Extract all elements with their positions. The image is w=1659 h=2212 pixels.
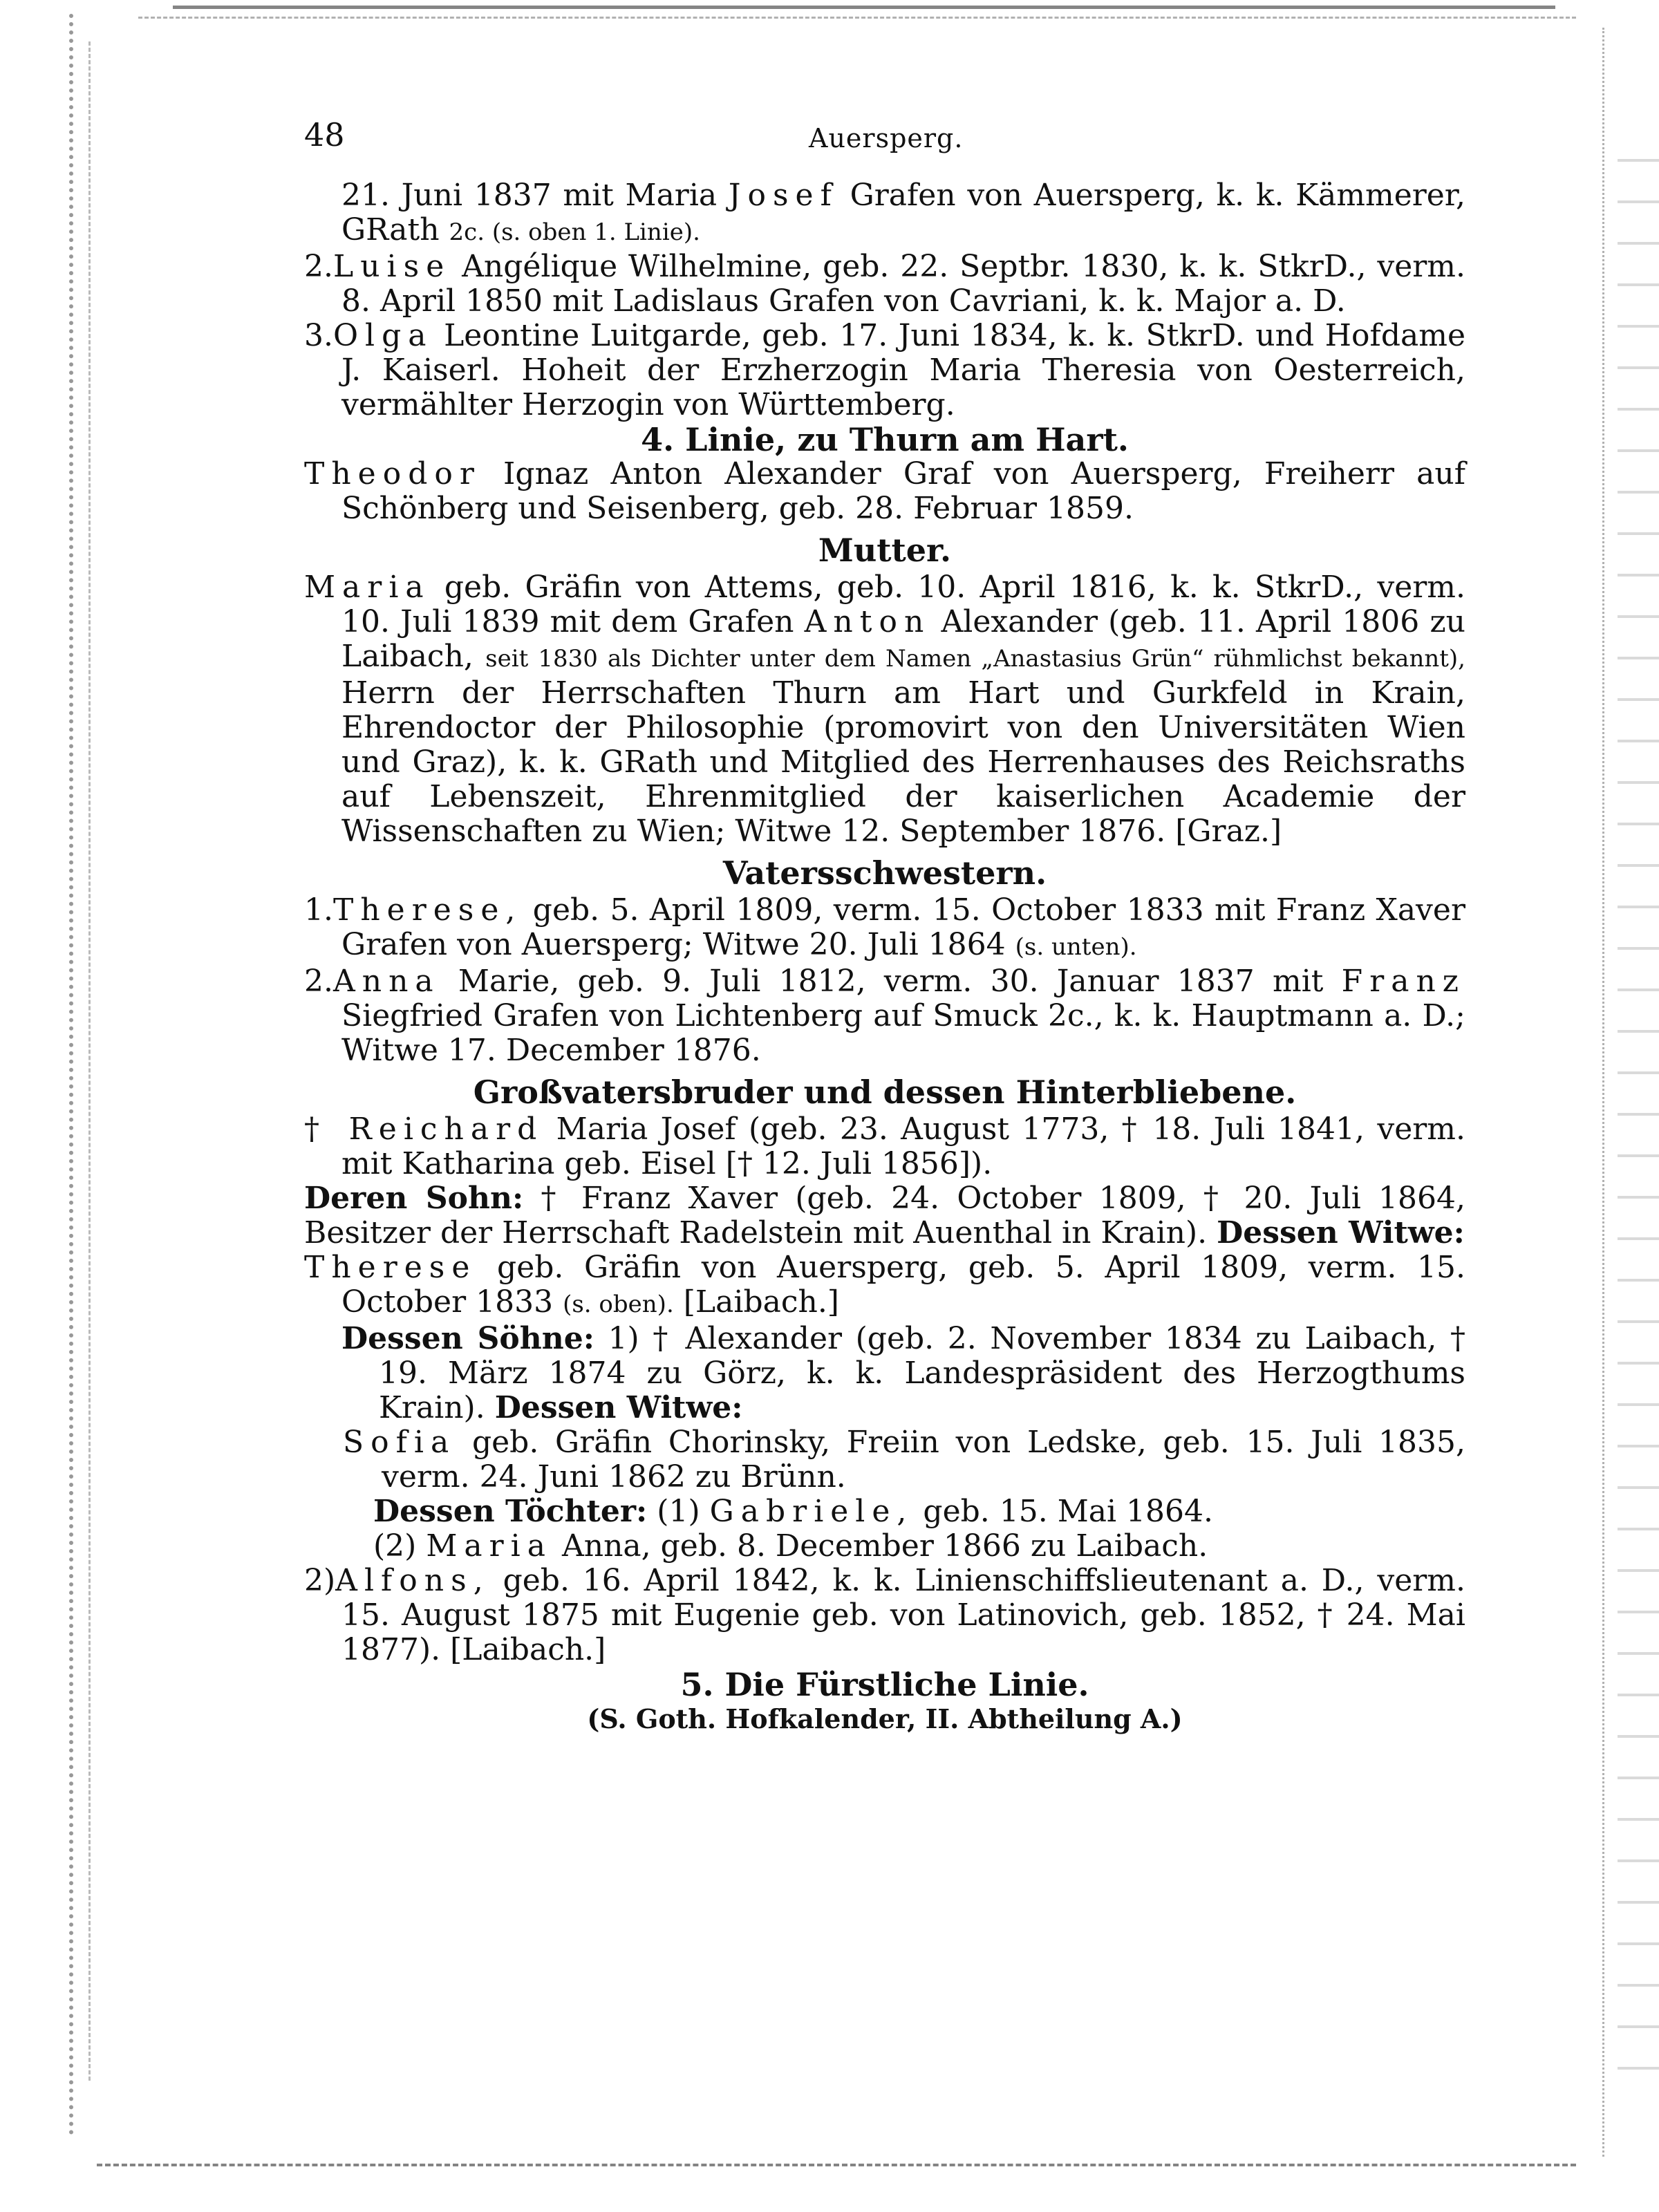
person-name: Sofia bbox=[343, 1425, 456, 1460]
person-name: Franz bbox=[1341, 964, 1465, 999]
entry-olga: 3.Olga Leontine Luitgarde, geb. 17. Juni 1834, k. k. StkrD. und Hofdame J. Kaiserl. Hoheit der Erzherzogin Maria Theresia von Oesterreich, vermählter Herzogin von Württemberg. bbox=[304, 318, 1465, 422]
person-name: † Reichard bbox=[304, 1112, 544, 1147]
entry-alfons: 2)Alfons, geb. 16. April 1842, k. k. Linienschiffslieutenant a. D., verm. 15. August 1875 mit Eugenie geb. von Latinovich, geb. 1852, † 24. Mai 1877). [Laibach.] bbox=[304, 1563, 1465, 1667]
entry-toechter: Dessen Töchter: (1) Gabriele, geb. 15. Mai 1864. bbox=[373, 1494, 1214, 1529]
entry-luise: 2.Luise Angélique Wilhelmine, geb. 22. Septbr. 1830, k. k. StkrD., verm. 8. April 1850 mit Ladislaus Grafen von Cavriani, k. k. Major a. D. bbox=[304, 249, 1465, 319]
person-name: Luise bbox=[332, 249, 451, 284]
person-name: Anna bbox=[332, 964, 440, 999]
person-name: Maria bbox=[304, 570, 431, 605]
entry-therese-vs: 1.Therese, geb. 5. April 1809, verm. 15. October 1833 mit Franz Xaver Grafen von Auersperg; Witwe 20. Juli 1864 (s. unten). bbox=[304, 892, 1465, 962]
label: Dessen Witwe: bbox=[1217, 1215, 1465, 1250]
section-heading-grossvater: Großvatersbruder und dessen Hinterbliebene. bbox=[473, 1074, 1297, 1111]
person-name: Maria bbox=[426, 1528, 552, 1564]
page-body bbox=[304, 178, 1465, 1736]
page-number: 48 bbox=[304, 116, 345, 153]
label: Dessen Töchter: bbox=[373, 1494, 648, 1529]
person-name: Therese, bbox=[332, 892, 523, 928]
section-heading-mutter: Mutter. bbox=[818, 532, 952, 569]
person-name: Olga bbox=[332, 318, 433, 353]
person-name: Alfons, bbox=[335, 1563, 490, 1598]
continued-entry: 21. Juni 1837 mit Maria Josef Grafen von Auersperg, k. k. Kämmerer, GRath 2c. (s. oben 1. Linie). bbox=[341, 178, 1465, 247]
entry-sofia: Sofia geb. Gräfin Chorinsky, Freiin von Ledske, geb. 15. Juli 1835, verm. 24. Juni 1862 zu Brünn. bbox=[343, 1425, 1465, 1494]
section-heading-line5: 5. Die Fürstliche Linie. bbox=[680, 1666, 1089, 1703]
reference-note: (S. Goth. Hofkalender, II. Abtheilung A.) bbox=[587, 1703, 1183, 1734]
entry-maria-mutter: Maria geb. Gräfin von Attems, geb. 10. April 1816, k. k. StkrD., verm. 10. Juli 1839 mit dem Grafen Anton Alexander (geb. 11. April 1806 zu Laibach, seit 1830 als Dichter unter dem Namen „Anastasius Grün“ rühmlichst bekannt), Herrn der Herrschaften Thurn am Hart und Gurkfeld in Krain, Ehrendoctor der Philosophie (promovirt von den Universitäten Wien und Graz), k. k. GRath und Mitglied des Herrenhauses des Reichsraths auf Lebenszeit, Ehrenmitglied der kaiserlichen Academie der Wissenschaften zu Wien; Witwe 12. September 1876. [Graz.] bbox=[304, 570, 1465, 849]
entry-therese-witwe: Therese geb. Gräfin von Auersperg, geb. 5. April 1809, verm. 15. October 1833 (s. oben). [Laibach.] bbox=[304, 1250, 1465, 1320]
entry-reichard: † Reichard Maria Josef (geb. 23. August 1773, † 18. Juli 1841, verm. mit Katharina geb. Eisel [† 12. Juli 1856]). bbox=[304, 1112, 1465, 1181]
person-name: Theodor bbox=[304, 456, 481, 491]
running-head: Auersperg. bbox=[809, 123, 964, 153]
person-name: Gabriele, bbox=[709, 1494, 914, 1529]
section-heading-vaterschwestern: Vatersschwestern. bbox=[722, 854, 1047, 892]
person-name: Josef bbox=[728, 178, 838, 213]
section-heading-line4: 4. Linie, zu Thurn am Hart. bbox=[641, 421, 1129, 458]
entry-soehne: Dessen Söhne: 1) † Alexander (geb. 2. November 1834 zu Laibach, † 19. März 1874 zu Görz, k. k. Landespräsident des Herzogthums Krain). Dessen Witwe: bbox=[341, 1321, 1465, 1425]
entry-maria-anna: (2) Maria Anna, geb. 8. December 1866 zu Laibach. bbox=[373, 1528, 1208, 1564]
label: Dessen Söhne: bbox=[341, 1321, 594, 1356]
label: Dessen Witwe: bbox=[494, 1390, 743, 1425]
label: Deren Sohn: bbox=[304, 1181, 524, 1216]
person-name: Anton bbox=[804, 604, 931, 639]
person-name: Therese bbox=[304, 1250, 477, 1285]
entry-theodor: Theodor Ignaz Anton Alexander Graf von Auersperg, Freiherr auf Schönberg und Seisenberg, geb. 28. Februar 1859. bbox=[304, 456, 1465, 526]
entry-sohn-franz-xaver: Deren Sohn: † Franz Xaver (geb. 24. October 1809, † 20. Juli 1864, Besitzer der Herrschaft Radelstein mit Auenthal in Krain). Dessen Witwe: bbox=[304, 1181, 1465, 1250]
entry-anna-marie: 2.Anna Marie, geb. 9. Juli 1812, verm. 30. Januar 1837 mit Franz Siegfried Grafen von Lichtenberg auf Smuck 2c., k. k. Hauptmann a. D.; Witwe 17. December 1876. bbox=[304, 964, 1465, 1068]
